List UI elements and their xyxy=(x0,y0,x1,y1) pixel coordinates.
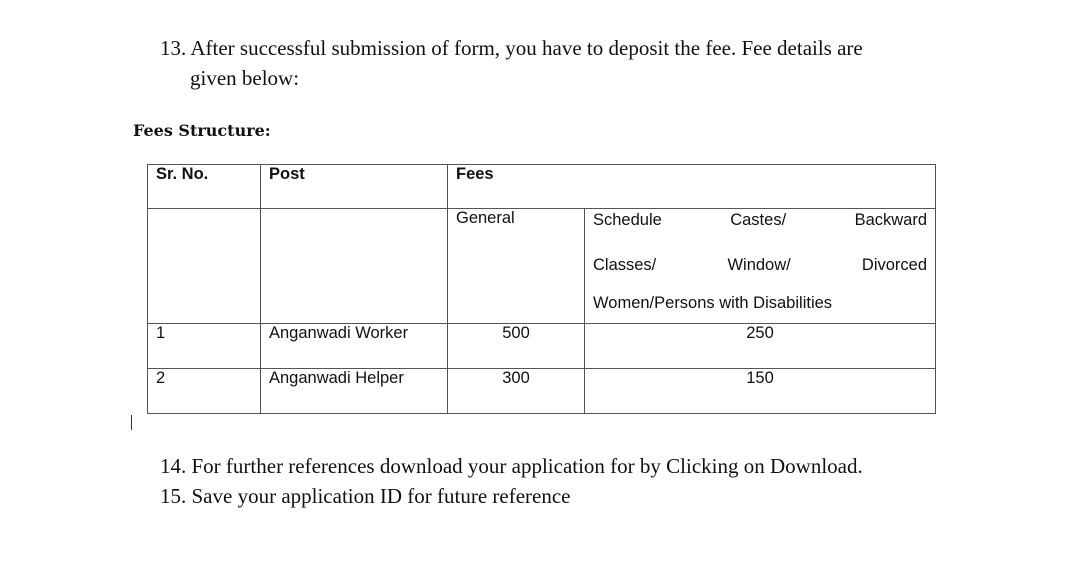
instruction-13-line-2: given below: xyxy=(190,66,300,90)
header-fees: Fees xyxy=(448,165,936,209)
header-sr-no: Sr. No. xyxy=(148,165,261,209)
instruction-15: 15. Save your application ID for future reference xyxy=(160,484,571,508)
instruction-13-line-1: 13. After successful submission of form, you have to deposit the fee. Fee details are xyxy=(160,36,863,60)
table-subheader-row xyxy=(148,209,936,324)
row-post: Anganwadi Worker xyxy=(261,324,448,369)
row-general-fee: 500 xyxy=(448,324,585,369)
table-row xyxy=(148,369,936,414)
row-reserved-fee: 150 xyxy=(585,369,936,414)
fees-structure-heading: Fees Structure: xyxy=(133,121,271,140)
reserved-line-3: Women/Persons with Disabilities xyxy=(593,293,833,312)
reserved-word: Window/ xyxy=(727,256,791,274)
reserved-word: Castes/ xyxy=(730,211,787,229)
subheader-reserved xyxy=(585,209,936,324)
row-general-fee: 300 xyxy=(448,369,585,414)
instruction-14: 14. For further references download your application for by Clicking on Download. xyxy=(160,454,863,478)
subheader-empty-sr xyxy=(148,209,261,324)
fees-table xyxy=(147,164,936,414)
header-post: Post xyxy=(261,165,448,209)
row-sr-no: 2 xyxy=(148,369,261,414)
reserved-line-2 xyxy=(593,247,927,285)
reserved-word: Divorced xyxy=(861,256,928,274)
subheader-empty-post xyxy=(261,209,448,324)
subheader-general: General xyxy=(448,209,585,324)
row-post: Anganwadi Helper xyxy=(261,369,448,414)
row-reserved-fee: 250 xyxy=(585,324,936,369)
reserved-word: Backward xyxy=(854,211,928,229)
margin-mark xyxy=(131,415,132,430)
table-row xyxy=(148,324,936,369)
row-sr-no: 1 xyxy=(148,324,261,369)
reserved-word: Classes/ xyxy=(593,256,657,274)
reserved-line-1 xyxy=(593,209,927,231)
reserved-word: Schedule xyxy=(593,211,662,229)
table-header-row xyxy=(148,165,936,209)
